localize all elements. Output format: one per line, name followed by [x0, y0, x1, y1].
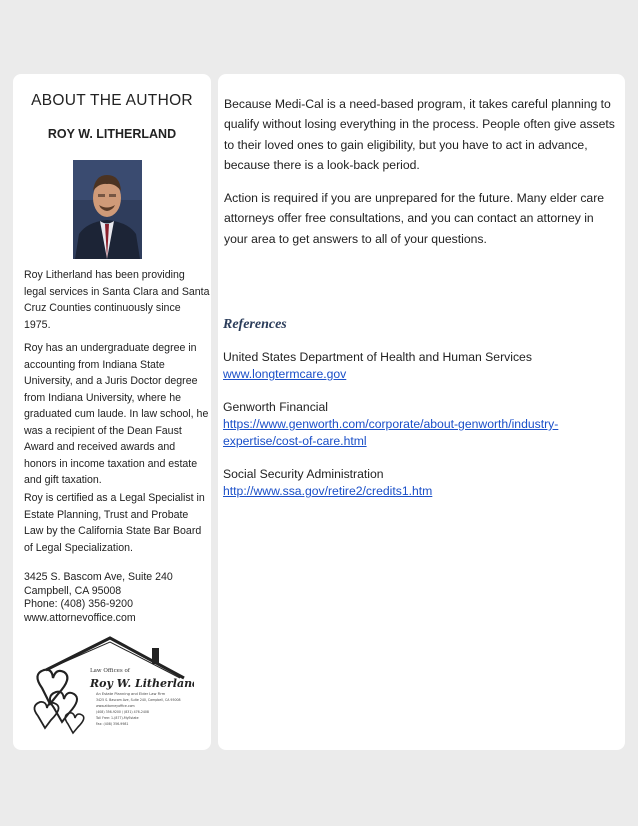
logo-text: Roy W. Litherland [90, 677, 194, 690]
author-name: ROY W. LITHERLAND [47, 127, 177, 141]
logo-text: 3425 S. Bascom Ave, Suite 240, Campbell, CA 95008 [96, 698, 181, 702]
logo-text: An Estate Planning and Elder Law Firm [96, 692, 166, 696]
bio-paragraph: Roy is certified as a Legal Specialist in Estate Planning, Trust and Probate Law by the California State Bar Board of Legal Specialization. [24, 492, 205, 554]
website-text: www.attornevoffice.com [24, 612, 136, 625]
author-photo [73, 160, 142, 259]
about-author-heading: ABOUT THE AUTHOR [31, 92, 193, 109]
address-line: Campbell, CA 95008 [24, 584, 122, 597]
bio-paragraph: Roy has an undergraduate degree in accounting from Indiana State University, and a Juris Doctor degree from Indiana University, where he graduated cum laude. In law school, he was a recipient of the Dean Faust Award and received awards and honors in income taxation and estate and gift taxation. [24, 342, 209, 486]
contact-block [24, 571, 210, 626]
reference-source: United States Department of Health and Human Services [223, 350, 532, 364]
reference-link[interactable]: https://www.genworth.com/corporate/about-genworth/industry-expertise/cost-of-care.html [223, 417, 559, 448]
body-paragraph: Action is required if you are unprepared for the future. Many elder care attorneys offer free consultations, and you can contact an attorney in your area to get answers to all of your questions. [224, 191, 605, 246]
law-office-logo [24, 632, 194, 740]
logo-text: (408) 356-9200 / (831) 476-2408 [96, 710, 149, 714]
phone-number: Phone: (408) 356-9200 [24, 598, 133, 611]
author-sidebar [13, 74, 211, 750]
main-content [218, 74, 625, 750]
logo-text: www.attorneyoffice.com [96, 704, 135, 708]
body-paragraph: Because Medi-Cal is a need-based program, it takes careful planning to qualify without losing everything in the process. People often give assets to their loved ones to gain eligibility, but you have to act in advance, because there is a look-back period. [224, 97, 615, 173]
reference-item [223, 349, 603, 383]
reference-item [223, 399, 603, 450]
reference-source: Genworth Financial [223, 400, 328, 414]
references-heading: References [223, 317, 287, 332]
logo-text: Toll Free: 1-(877)-MyEstate [96, 716, 139, 720]
address-line: 3425 S. Bascom Ave, Suite 240 [24, 571, 173, 583]
logo-text: Law Offices of [90, 668, 130, 674]
reference-item [223, 466, 603, 500]
logo-text: Fax: (408) 356-9981 [96, 722, 129, 726]
reference-source: Social Security Administration [223, 467, 384, 481]
bio-paragraph: Roy Litherland has been providing legal services in Santa Clara and Santa Cruz Counties continuously since 1975. [24, 269, 210, 331]
reference-link[interactable]: www.longtermcare.gov [223, 367, 347, 381]
reference-link[interactable]: http://www.ssa.gov/retire2/credits1.htm [223, 484, 433, 498]
